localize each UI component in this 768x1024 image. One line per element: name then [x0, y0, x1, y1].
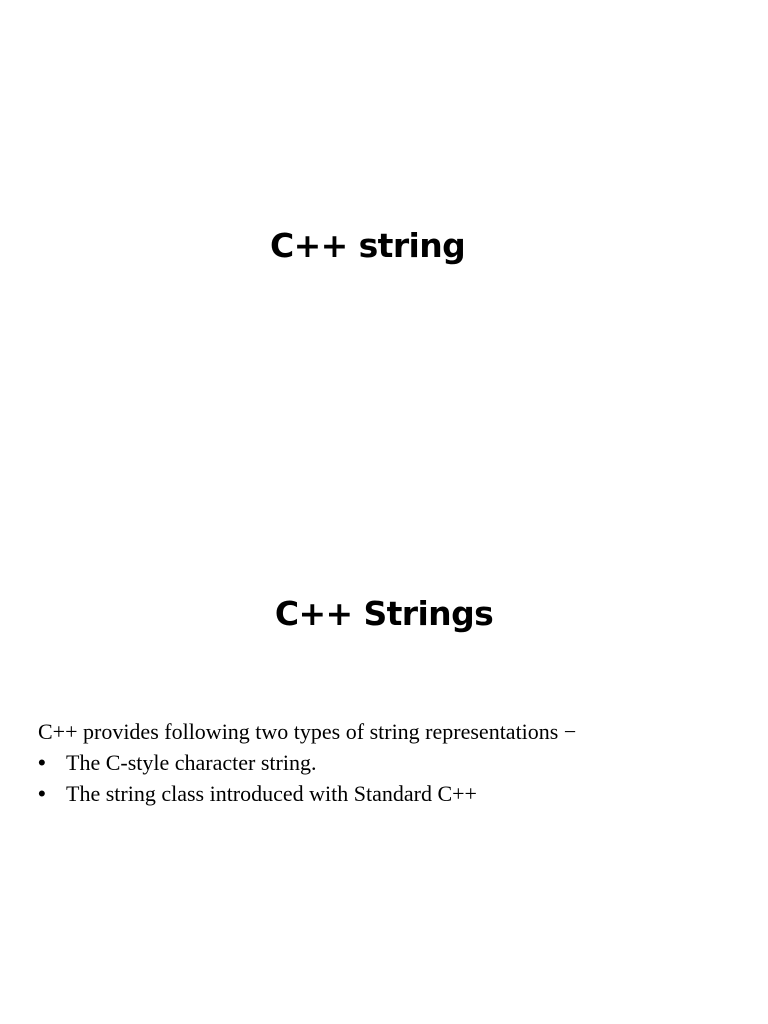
list-item [38, 747, 576, 778]
bullet-icon: • [38, 781, 46, 806]
list-item-text: The C-style character string. [66, 750, 317, 775]
slide-2-title: C++ Strings [274, 594, 494, 633]
slide-content [0, 512, 768, 1024]
intro-text: C++ provides following two types of string representations − [38, 719, 577, 744]
list-item-text: The string class introduced with Standard C++ [66, 781, 477, 806]
slide-body [38, 716, 576, 809]
list-item [38, 778, 576, 809]
slide-1-title: C++ string [270, 226, 466, 265]
bullet-icon: • [38, 750, 46, 775]
bullet-list [38, 747, 576, 809]
